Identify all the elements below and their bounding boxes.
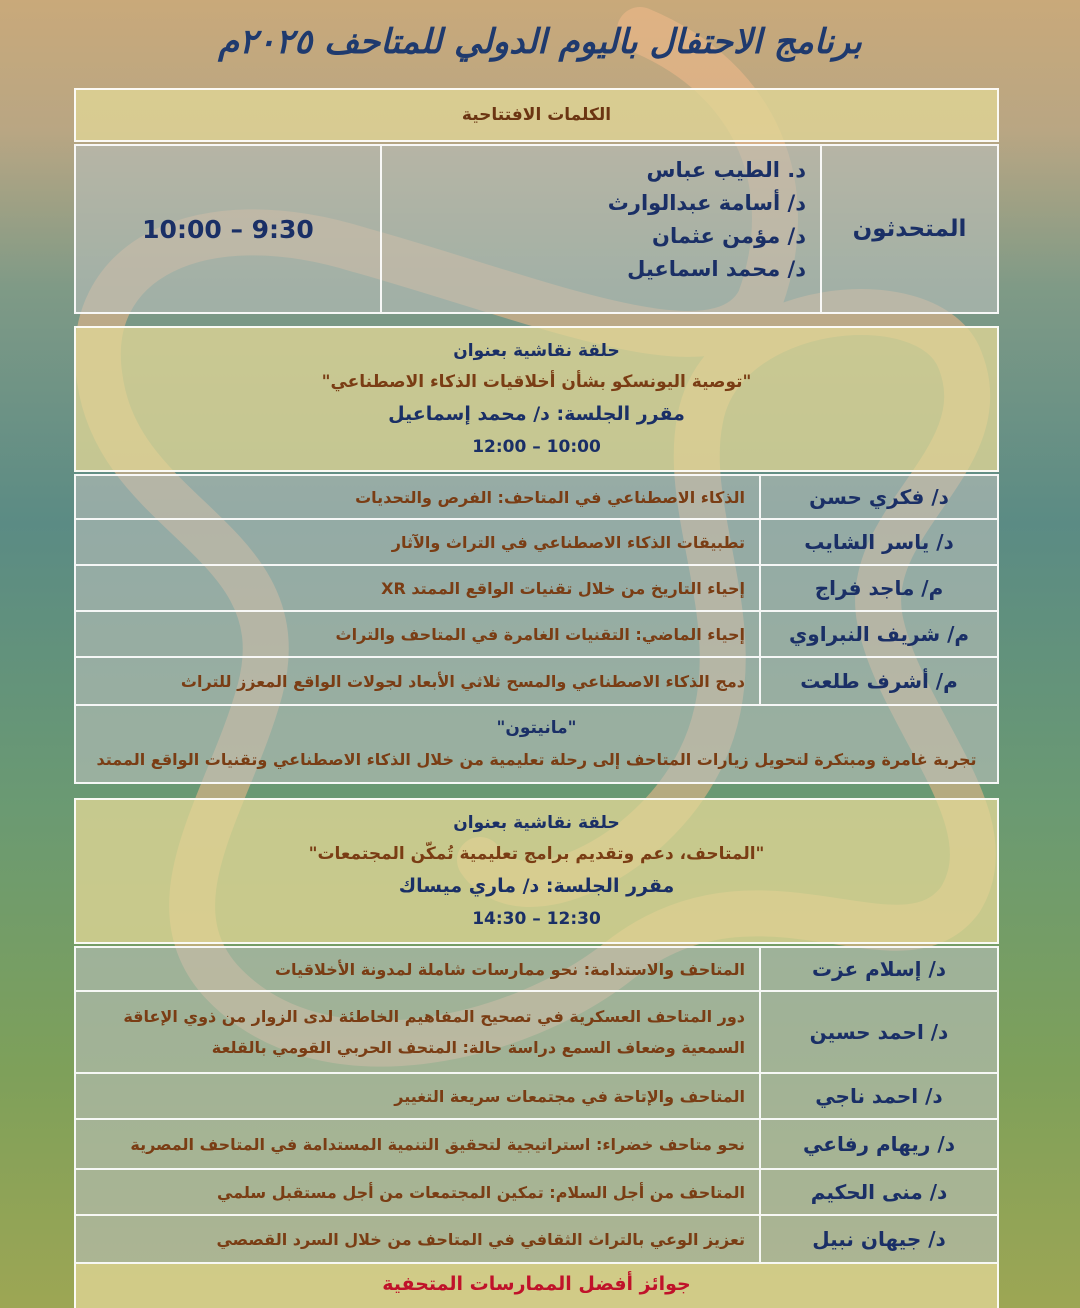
talk-speaker: د/ ريهام رفاعي [759,1120,997,1168]
talk-row [74,1120,999,1170]
maniton-description: تجربة غامرة ومبتكرة لتحويل زيارات المتاحف إلى رحلة تعليمية من خلال الذكاء الاصطناعي وتقنيات الواقع الممتد [96,750,977,769]
talk-speaker: د/ احمد حسين [759,992,997,1072]
panel2-moderator: مقرر الجلسة: د/ ماري ميساك [398,875,675,897]
talk-speaker: م/ أشرف طلعت [759,658,997,704]
page-title: برنامج الاحتفال باليوم الدولي للمتاحف ٢٠٢٥م [218,22,862,62]
talk-speaker: د/ احمد ناجي [759,1074,997,1118]
panel1-header [74,326,999,472]
talk-topic: دور المتاحف العسكرية في تصحيح المفاهيم الخاطئة لدى الزوار من ذوي الإعاقة السمعية وضعاف السمع دراسة حالة: المتحف الحربي القومي بالقلعة [123,1007,745,1057]
opening-header: الكلمات الافتتاحية [74,88,999,142]
talk-topic: إحياء الماضي: التقنيات الغامرة في المتاحف والتراث [335,624,745,644]
maniton-block [74,706,999,784]
talk-row [74,520,999,566]
speaker-name: د/ أسامة عبدالوارث [607,191,806,215]
talk-topic: المتاحف والاستدامة: نحو ممارسات شاملة لمدونة الأخلاقيات [274,959,745,979]
awards-banner: جوائز أفضل الممارسات المتحفية [74,1264,999,1308]
panel1-topic: "توصية اليونسكو بشأن أخلاقيات الذكاء الاصطناعي" [321,372,752,392]
speaker-name: د/ محمد اسماعيل [627,257,806,281]
talk-row [74,992,999,1074]
panel1-time: 12:00 – 10:00 [472,437,601,457]
talk-speaker: د/ ياسر الشايب [759,520,997,564]
talk-topic: تطبيقات الذكاء الاصطناعي في التراث والآثار [391,532,745,552]
panel2-header [74,798,999,944]
talk-topic: تعزيز الوعي بالتراث الثقافي في المتاحف من خلال السرد القصصي [216,1229,745,1249]
speaker-name: د. الطيب عباس [646,158,806,182]
talk-row [74,474,999,520]
speakers-label: المتحدثون [820,146,997,312]
talk-row [74,946,999,992]
speaker-name: د/ مؤمن عثمان [652,224,806,248]
panel1-heading: حلقة نقاشية بعنوان [453,341,620,361]
talk-speaker: د/ فكري حسن [759,476,997,518]
talk-topic: المتاحف من أجل السلام: تمكين المجتمعات من أجل مستقبل سلمي [216,1182,745,1202]
talk-row [74,612,999,658]
talk-row [74,658,999,706]
panel1-moderator: مقرر الجلسة: د/ محمد إسماعيل [388,403,685,425]
talk-row [74,1216,999,1264]
talk-topic: الذكاء الاصطناعي في المتاحف: الفرص والتحديات [355,487,745,507]
maniton-title: "مانيتون" [496,718,577,738]
talk-speaker: د/ جيهان نبيل [759,1216,997,1262]
opening-speakers-block [74,144,999,314]
talk-topic: المتاحف والإتاحة في مجتمعات سريعة التغيير [394,1086,745,1106]
talk-speaker: د/ منى الحكيم [759,1170,997,1214]
talk-topic: دمج الذكاء الاصطناعي والمسح ثلاثي الأبعاد لجولات الواقع المعزز للتراث [180,671,745,691]
panel2-heading: حلقة نقاشية بعنوان [453,813,620,833]
panel2-time: 14:30 – 12:30 [472,909,601,929]
talk-speaker: م/ شريف النبراوي [759,612,997,656]
talk-row [74,1170,999,1216]
talk-speaker: د/ إسلام عزت [759,948,997,990]
talk-row [74,566,999,612]
panel2-topic: "المتاحف، دعم وتقديم برامج تعليمية تُمكّن المجتمعات" [308,844,765,864]
talk-speaker: م/ ماجد فراج [759,566,997,610]
talk-row [74,1074,999,1120]
talk-topic: نحو متاحف خضراء: استراتيجية لتحقيق التنمية المستدامة في المتاحف المصرية [130,1134,745,1154]
opening-time: 10:00 – 9:30 [142,214,314,244]
talk-topic: إحياء التاريخ من خلال تقنيات الواقع الممتد XR [381,578,745,598]
speakers-list [380,146,820,312]
